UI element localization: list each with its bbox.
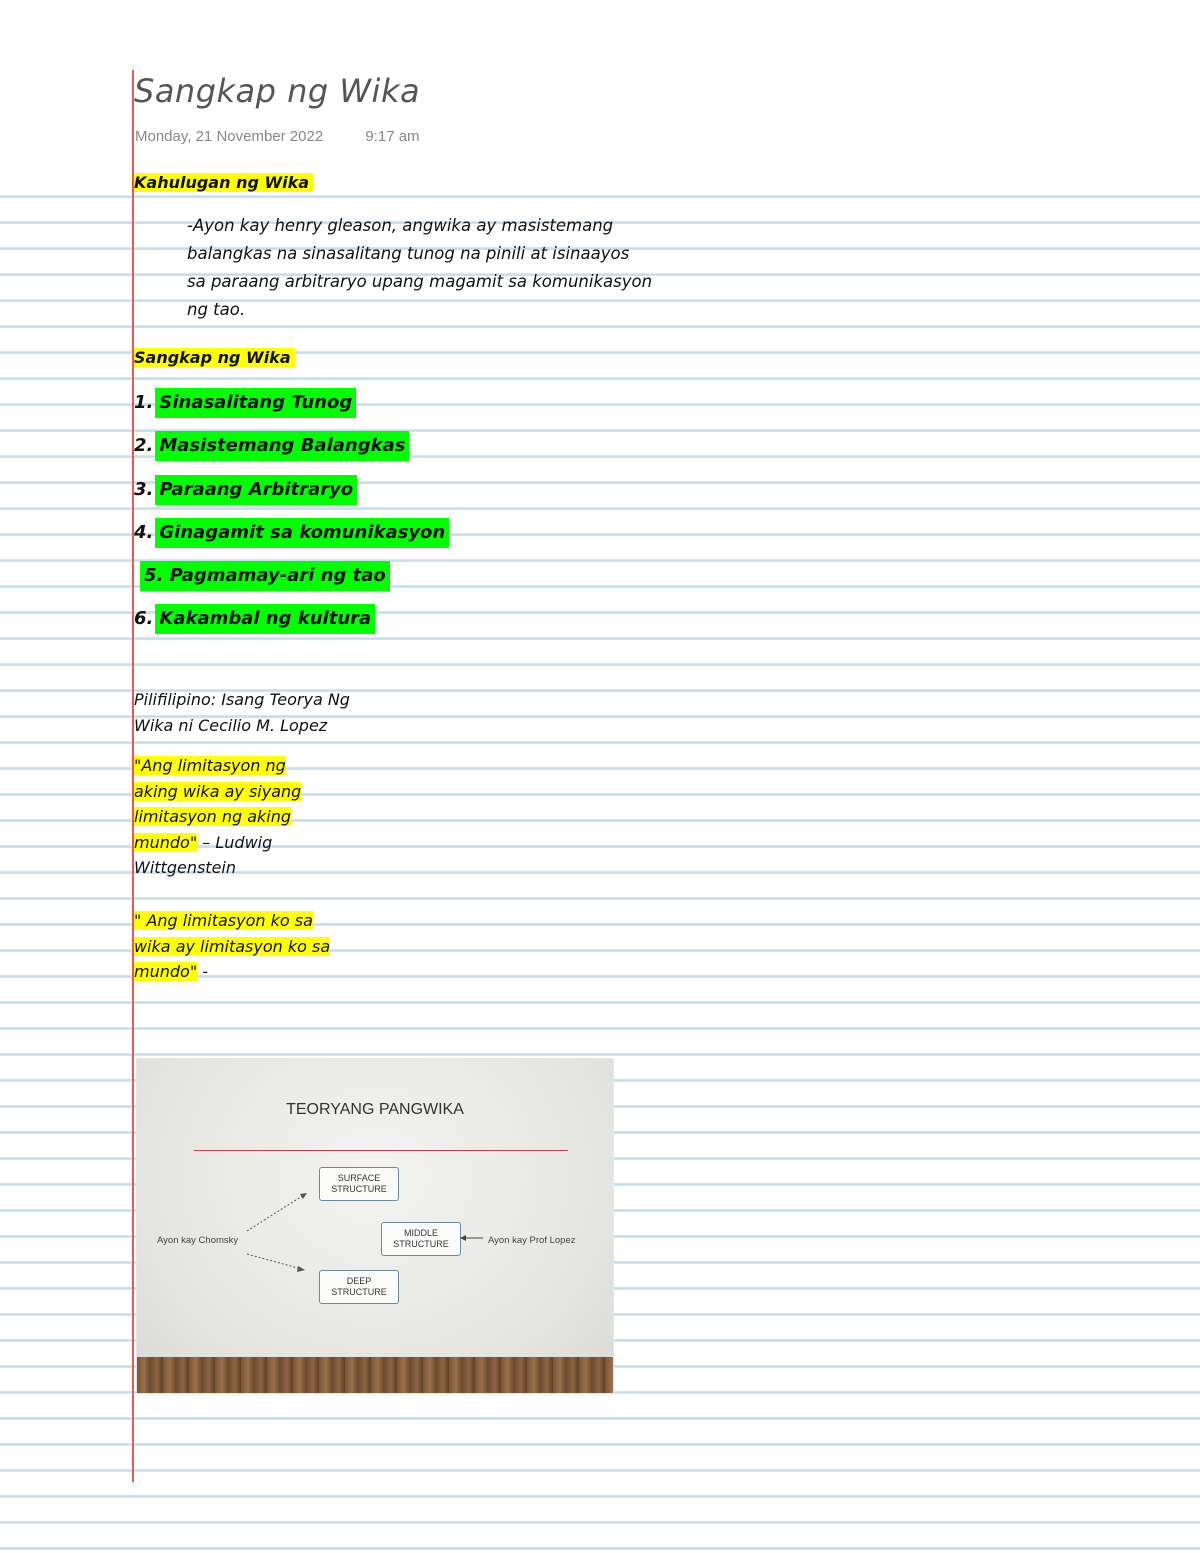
quote-attribution: - [202, 962, 209, 981]
page-datetime [135, 128, 420, 145]
sangkap-heading-text: Sangkap ng Wika [134, 348, 295, 367]
reference-line: Pilifilipino: Isang Teorya Ng [134, 690, 350, 709]
slide-arrows [137, 1059, 613, 1393]
list-item[interactable] [140, 561, 390, 591]
box-label: MIDDLE [403, 1228, 438, 1238]
kahulugan-heading-text: Kahulugan ng Wika [134, 173, 313, 192]
lopez-label: Ayon kay Prof Lopez [488, 1235, 576, 1246]
definition-line: ng tao. [187, 300, 246, 319]
list-item-label: Sinasalitang Tunog [155, 388, 356, 418]
quote-second[interactable] [134, 908, 330, 985]
kahulugan-heading[interactable] [134, 173, 313, 192]
list-item[interactable] [134, 388, 356, 418]
definition-line: -Ayon kay henry gleason, angwika ay masistemang [187, 216, 614, 235]
page-date: Monday, 21 November 2022 [135, 128, 324, 145]
chomsky-label: Ayon kay Chomsky [157, 1235, 239, 1246]
arrow-head-icon [300, 1193, 307, 1199]
list-item[interactable] [134, 431, 409, 461]
slide-title: TEORYANG PANGWIKA [286, 1101, 464, 1118]
arrow-to-surface [247, 1193, 307, 1231]
list-item[interactable] [134, 518, 449, 548]
quote-attribution: – Ludwig [202, 832, 273, 852]
box-label: STRUCTURE [393, 1239, 449, 1249]
arrow-to-deep [247, 1254, 305, 1270]
quote-line: mundo" [134, 962, 198, 981]
slide-image[interactable] [136, 1058, 614, 1394]
reference-line: Wika ni Cecilio M. Lopez [134, 715, 328, 735]
quote-wittgenstein[interactable] [134, 753, 301, 881]
arrow-head-icon [460, 1235, 466, 1241]
list-item-label: Masistemang Balangkas [155, 431, 409, 461]
quote-line: limitasyon ng aking [134, 807, 292, 826]
list-item-number: 4. [134, 522, 154, 543]
arrow-head-icon [297, 1266, 305, 1272]
quote-line: " Ang limitasyon ko sa [134, 911, 313, 930]
list-item[interactable] [134, 604, 375, 634]
page-title[interactable]: Sangkap ng Wika [134, 72, 421, 110]
page-time: 9:17 am [365, 128, 420, 145]
kahulugan-definition[interactable] [187, 212, 757, 324]
box-label: STRUCTURE [331, 1287, 387, 1297]
quote-line: mundo" [134, 832, 198, 852]
sangkap-heading[interactable] [134, 348, 295, 367]
list-item-label: Ginagamit sa komunikasyon [155, 518, 449, 548]
quote-line: "Ang limitasyon ng [134, 756, 286, 775]
list-item-label: Kakambal ng kultura [155, 604, 375, 634]
reference-note[interactable] [134, 687, 350, 738]
definition-line: balangkas na sinasalitang tunog na pinili at isinaayos [187, 244, 630, 263]
quote-line: wika ay limitasyon ko sa [134, 936, 331, 956]
list-item[interactable] [134, 475, 357, 505]
list-item-label-box [140, 561, 390, 591]
box-label: DEEP [346, 1276, 372, 1286]
list-item-number: 6. [134, 608, 154, 629]
definition-line: sa paraang arbitraryo upang magamit sa komunikasyon [187, 272, 653, 291]
box-label: STRUCTURE [331, 1184, 387, 1194]
slide-floor [137, 1357, 613, 1393]
list-item-label: Pagmamay-ari ng tao [169, 565, 386, 586]
list-item-number: 3. [134, 479, 154, 500]
list-item-number: 2. [134, 435, 154, 456]
list-item-label: Paraang Arbitraryo [155, 475, 357, 505]
box-label: SURFACE [337, 1173, 381, 1183]
list-item-number: 5. [144, 565, 164, 586]
quote-attribution-name: Wittgenstein [134, 858, 236, 877]
quote-line: aking wika ay siyang [134, 781, 302, 801]
list-item-number: 1. [134, 392, 154, 413]
